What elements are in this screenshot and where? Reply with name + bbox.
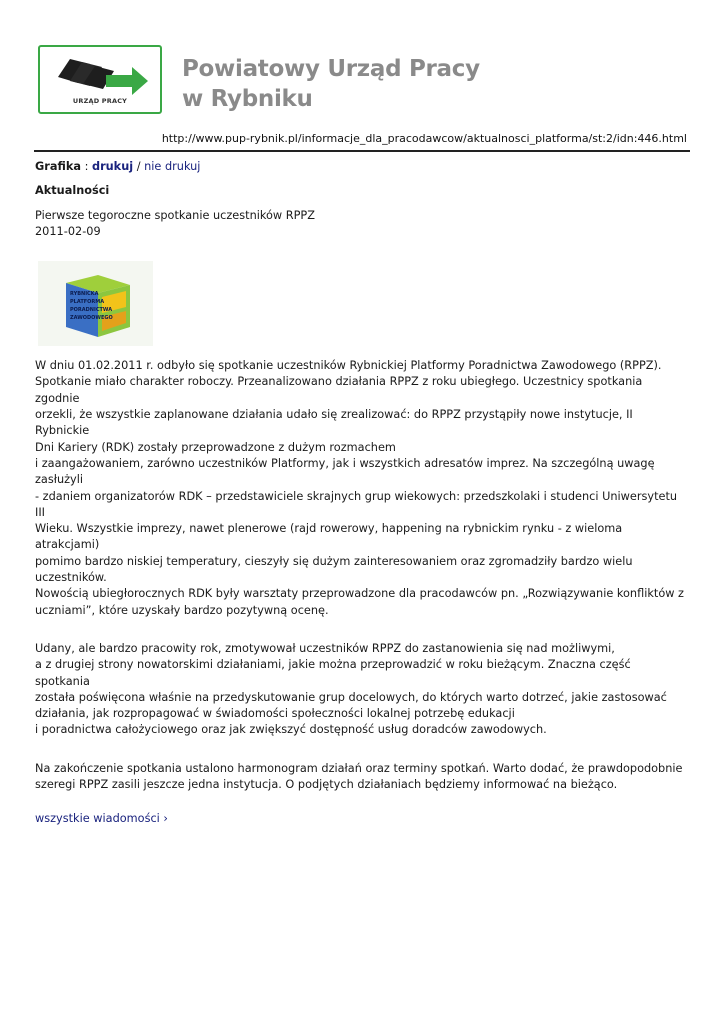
platform-logo-line-3: PORADNICTWA (70, 307, 113, 314)
article-body (35, 358, 685, 793)
article-image (38, 261, 153, 346)
platform-logo-line-1: RYBNICKA (70, 291, 99, 298)
logo-caption: URZĄD PRACY (72, 97, 128, 105)
text-line: uczniami”, które uzyskały bardzo pozytywną ocenę. (35, 603, 329, 617)
text-line: szeregi RPPZ zasili jeszcze jedna instytucja. O podjętych działaniach będziemy informować na bieżąco. (35, 778, 618, 792)
text-line: Udany, ale bardzo pracowity rok, zmotywował uczestników RPPZ do zastanowienia się nad możliwymi, (35, 641, 615, 655)
article-date: 2011-02-09 (35, 224, 101, 238)
text-line: Spotkanie miało charakter roboczy. Przeanalizowano działania RPPZ z roku ubiegłego. Uczestnicy spotkania zgodnie (35, 375, 643, 405)
header-divider (34, 150, 690, 152)
article-paragraph-2 (35, 641, 685, 739)
brand-title (182, 54, 480, 114)
graphics-label: Grafika (35, 160, 81, 173)
brand-line-2: w Rybniku (182, 86, 313, 112)
main-content (35, 159, 685, 828)
no-print-link[interactable]: nie drukuj (144, 160, 201, 173)
platform-logo-line-4: ZAWODOWEGO (70, 315, 113, 322)
text-line: Wieku. Wszystkie imprezy, nawet plenerowe (rajd rowerowy, happening na rybnickim rynku - z wieloma atrakcjami) (35, 522, 623, 552)
text-line: Na zakończenie spotkania ustalono harmonogram działań oraz terminy spotkań. Warto dodać, że prawdopodobnie (35, 761, 683, 775)
text-line: a z drugiej strony nowatorskimi działaniami, jakie można przeprowadzić w roku bieżącym. Znaczna część spotkania (35, 658, 631, 688)
text-line: W dniu 01.02.2011 r. odbyło się spotkanie uczestników Rybnickiej Platformy Poradnictwa Zawodowego (RPPZ). (35, 359, 662, 373)
article-header (35, 208, 685, 241)
logo (38, 45, 162, 114)
text-line: działania, jak rozpropagować w świadomości społeczności lokalnej potrzebę edukacji (35, 707, 515, 721)
text-line: orzekli, że wszystkie zaplanowane działania udało się zrealizować: do RPPZ przystąpiły nowe instytucje, II Rybnickie (35, 408, 633, 438)
article-paragraph-1 (35, 358, 685, 619)
article-title: Pierwsze tegoroczne spotkanie uczestników RPPZ (35, 208, 315, 222)
platform-logo-image (38, 261, 153, 346)
text-line: i zaangażowaniem, zarówno uczestników Platformy, jak i wszystkich adresatów imprez. Na szczególną uwagę zasłużyli (35, 456, 655, 487)
text-line: pomimo bardzo niskiej temperatury, cieszyły się dużym zainteresowaniem oraz zgromadziły bardzo wielu uczestników. (35, 554, 633, 585)
graphics-toggle (35, 159, 685, 175)
section-title: Aktualności (35, 184, 110, 198)
platform-logo-line-2: PLATFORMA (70, 299, 105, 306)
text-line: i poradnictwa całożyciowego oraz jak zwiększyć dostępność usług doradców zawodowych. (35, 723, 547, 737)
all-news-link[interactable]: wszystkie wiadomości › (35, 812, 168, 826)
graphics-separator: : (80, 160, 92, 173)
graphics-slash: / (133, 160, 145, 173)
text-line: Nowością ubiegłorocznych RDK były warsztaty przeprowadzone dla pracodawców pn. „Rozwiązywanie konfliktów z (35, 587, 684, 601)
print-link[interactable]: drukuj (91, 160, 134, 173)
text-line: Dni Kariery (RDK) zostały przeprowadzone z dużym rozmachem (35, 440, 396, 454)
page-url: http://www.pup-rybnik.pl/informacje_dla_pracodawcow/aktualnosci_platforma/st:2/idn:446.html (161, 132, 687, 145)
article-paragraph-3 (35, 761, 685, 794)
text-line: - zdaniem organizatorów RDK – przedstawiciele skrajnych grup wiekowych: przedszkolaki i studenci Uniwersytetu III (35, 489, 678, 519)
brand-line-1: Powiatowy Urząd Pracy (182, 56, 480, 82)
text-line: została poświęcona właśnie na przedyskutowanie grup docelowych, do których warto dotrzeć, jakie zastosować (35, 690, 667, 704)
